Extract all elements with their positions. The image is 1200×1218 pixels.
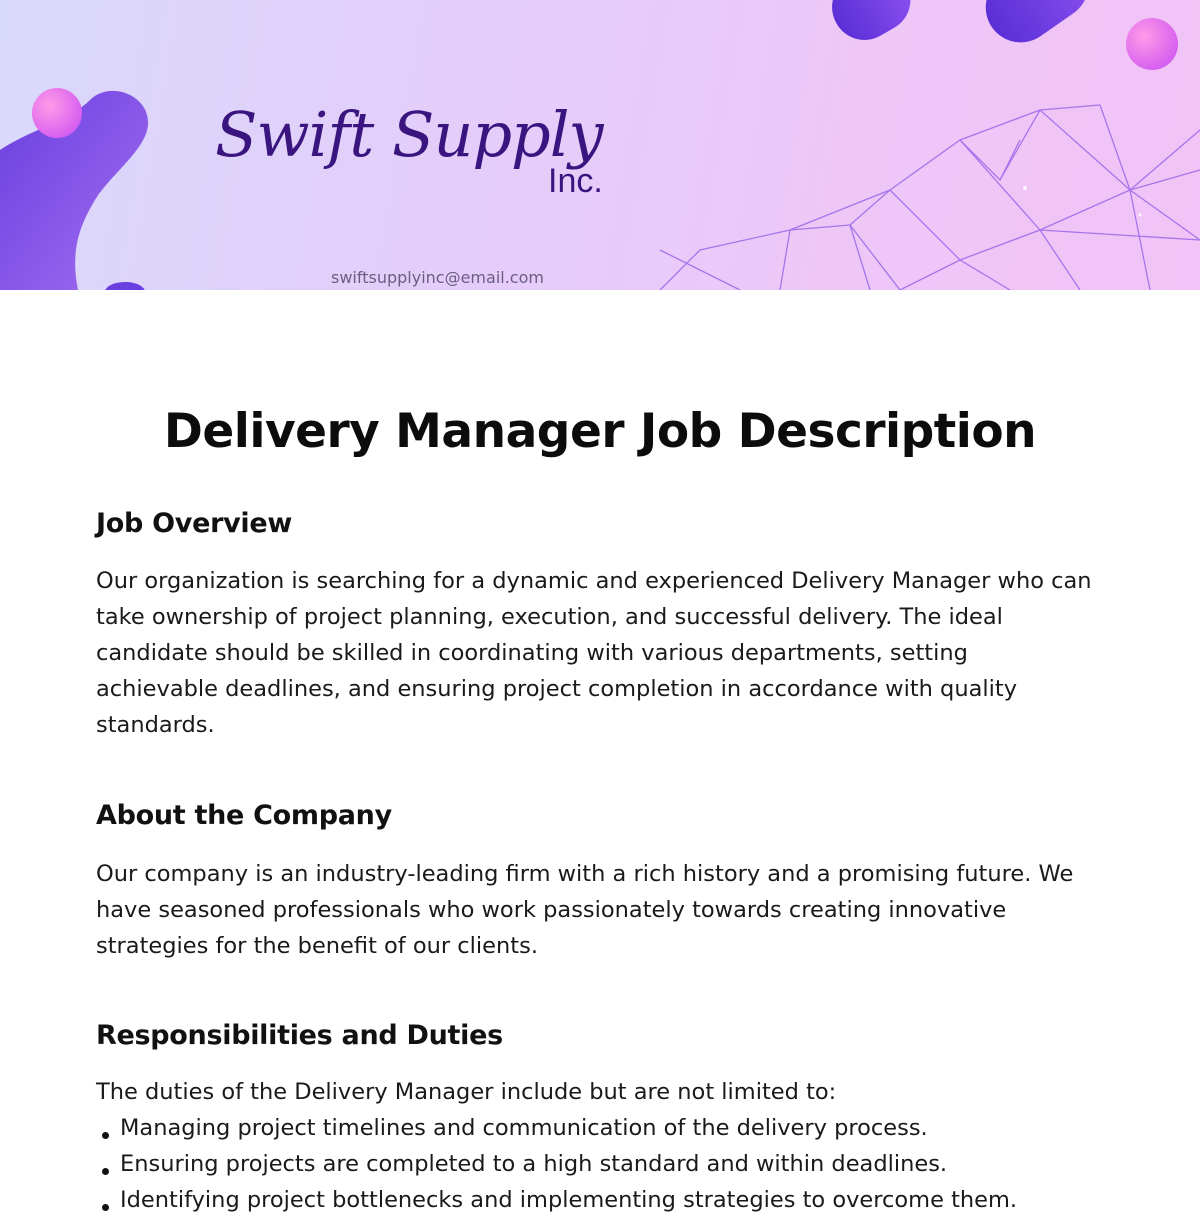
- list-item: Ensuring projects are completed to a high standard and within deadlines.: [96, 1146, 1106, 1182]
- top-pill-2: [972, 0, 1102, 56]
- responsibilities-intro: The duties of the Delivery Manager include but are not limited to:: [96, 1079, 837, 1105]
- company-logo-suffix: Inc.: [548, 162, 603, 200]
- company-logo: Swift Supply: [215, 98, 603, 171]
- about-company-text: Our company is an industry-leading firm with a rich history and a promising future. We have seasoned professionals who work passionately towards creating innovative strategies for the benefit of our clients.: [96, 861, 1074, 959]
- section-heading-job-overview: Job Overview: [96, 508, 293, 539]
- line-network: [660, 105, 1200, 290]
- responsibilities-list: [96, 1110, 1106, 1218]
- section-heading-responsibilities: Responsibilities and Duties: [96, 1020, 503, 1051]
- left-pink-ball: [32, 88, 82, 138]
- bottom-blue-ball: [105, 282, 145, 290]
- top-pink-ball: [1126, 18, 1178, 70]
- contact-email: swiftsupplyinc@email.com: [331, 268, 544, 287]
- job-overview-text: Our organization is searching for a dynamic and experienced Delivery Manager who can take ownership of project planning, execution, and successful delivery. The ideal candidate should be skilled in coordinating with various departments, setting achievable deadlines, and ensuring project completion in accordance with quality standards.: [96, 568, 1092, 738]
- header-banner: [0, 0, 1200, 290]
- document-title: Delivery Manager Job Description: [163, 404, 1037, 459]
- section-heading-about-company: About the Company: [96, 800, 392, 831]
- list-item: Managing project timelines and communication of the delivery process.: [96, 1110, 1106, 1146]
- top-pill-1: [820, 0, 922, 52]
- list-item: Identifying project bottlenecks and implementing strategies to overcome them.: [96, 1182, 1106, 1218]
